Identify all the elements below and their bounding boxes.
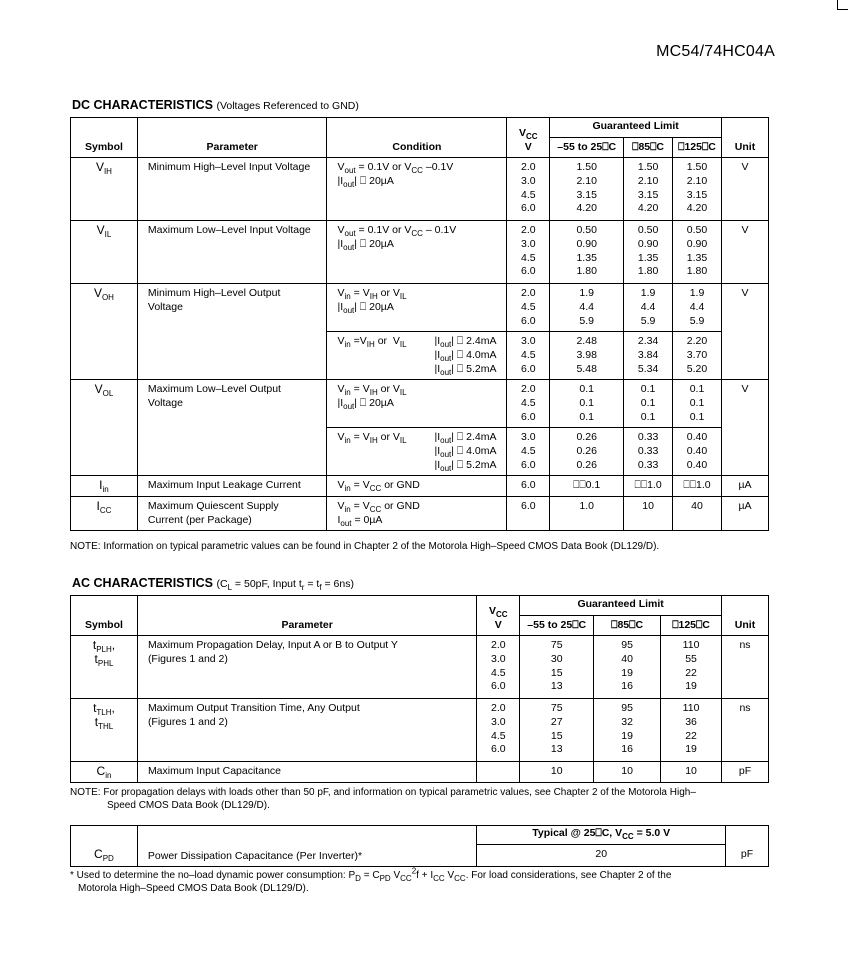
table-row [71, 636, 769, 699]
symbol-vil: $V_{IL}$ [71, 221, 138, 284]
ac-header-vcc: $V_{CC}$ V [477, 596, 520, 636]
t3-vih: 1.50 2.10 3.15 4.20 [673, 158, 722, 221]
t2-voh: 1.9 4.4 5.9 [624, 284, 673, 332]
dc-header-row-1 [71, 118, 769, 138]
cpd-header: Typical @ 25⎕C, $V_{CC} = 5.0$ V [477, 826, 726, 845]
symbol-cpd: $C_{PD}$ [71, 845, 138, 867]
iout-list-voh: $|I_{out}|$ ⎕ 2.4mA $|I_{out}|$ ⎕ 4.0mA $|I_{out}|$ ⎕ 5.2mA [434, 335, 497, 377]
ac-note-line-1: NOTE: For propagation delays with loads other than 50 pF, and information on typical parametric values, see Chapter 2 of the Motorola High– [70, 787, 696, 798]
ac-header-symbol: Symbol [71, 596, 138, 636]
t3-cin: 10 [661, 762, 722, 783]
vcc-vih: 2.0 3.0 4.5 6.0 [507, 158, 550, 221]
unit-iin: µA [722, 476, 769, 497]
dc-header-t3: ⎕125⎕C [673, 138, 722, 158]
t2-icc: 10 [624, 497, 673, 531]
symbol-tplh-tphl: $t_{PLH}$, $t_{PHL}$ [71, 636, 138, 699]
parameter-iin: Maximum Input Leakage Current [137, 476, 327, 497]
table-row [71, 158, 769, 221]
value-cpd: 20 [477, 845, 726, 867]
t3-voh: 1.9 4.4 5.9 [673, 284, 722, 332]
dc-subtitle: (Voltages Referenced to GND) [216, 100, 359, 112]
table-row [71, 221, 769, 284]
parameter-cpd: Power Dissipation Capacitance (Per Inverter)* [137, 845, 477, 867]
cpd-footnote-line-2: Motorola High–Speed CMOS Data Book (DL129/D). [78, 883, 309, 894]
parameter-voh: Minimum High–Level Output Voltage [137, 284, 327, 380]
table-row [71, 497, 769, 531]
parameter-icc: Maximum Quiescent Supply Current (per Package) [137, 497, 327, 531]
cpd-footnote-line-1: * Used to determine the no–load dynamic power consumption: $P_D = C_{PD}$ $V_{CC}^2f + I_{CC}$ $V_{CC}$. For load considerations, see Chapter 2 of the [70, 866, 672, 883]
t1-vil: 0.50 0.90 1.35 1.80 [550, 221, 624, 284]
symbol-icc: $I_{CC}$ [71, 497, 138, 531]
unit-cpd: pF [726, 845, 769, 867]
t3-vil: 0.50 0.90 1.35 1.80 [673, 221, 722, 284]
symbol-vol: $V_{OL}$ [71, 380, 138, 476]
ac-header-row-1 [71, 596, 769, 616]
parameter-transition-time: Maximum Output Transition Time, Any Output (Figures 1 and 2) [137, 699, 476, 762]
unit-icc: µA [722, 497, 769, 531]
symbol-vih: $V_{IH}$ [71, 158, 138, 221]
t2-tplh: 95 40 19 16 [594, 636, 661, 699]
t1-vol: 0.1 0.1 0.1 [550, 380, 624, 428]
ac-header-parameter: Parameter [137, 596, 476, 636]
vcc-tplh: 2.0 3.0 4.5 6.0 [477, 636, 520, 699]
ac-header-t1: –55 to 25⎕C [520, 616, 594, 636]
t3-vol-load: 0.40 0.40 0.40 [673, 428, 722, 476]
t2-vol-load: 0.33 0.33 0.33 [624, 428, 673, 476]
dc-section-title [72, 98, 359, 112]
condition-vol-load: $V_{in} = V_{IH}$ or $V_{IL}$ $|I_{out}|$ ⎕ 2.4mA $|I_{out}|$ ⎕ 4.0mA $|I_{out}|$ ⎕ 5.2mA [327, 428, 507, 476]
t1-icc: 1.0 [550, 497, 624, 531]
ac-characteristics-table [70, 595, 769, 783]
parameter-propagation-delay: Maximum Propagation Delay, Input A or B to Output Y (Figures 1 and 2) [137, 636, 476, 699]
condition-vol: $V_{in} = V_{IH}$ or $V_{IL}$ $|I_{out}|$ ⎕ 20µA [327, 380, 507, 428]
t1-tplh: 75 30 15 13 [520, 636, 594, 699]
t3-voh-load: 2.20 3.70 5.20 [673, 332, 722, 380]
condition-voh-load: $V_{in} =V_{IH}$ or $V_{IL}$ $|I_{out}|$ ⎕ 2.4mA $|I_{out}|$ ⎕ 4.0mA $|I_{out}|$ ⎕ 5.2mA [327, 332, 507, 380]
t2-voh-load: 2.34 3.84 5.34 [624, 332, 673, 380]
cpd-footnote [70, 866, 672, 895]
parameter-input-capacitance: Maximum Input Capacitance [137, 762, 476, 783]
iout-list-vol: $|I_{out}|$ ⎕ 2.4mA $|I_{out}|$ ⎕ 4.0mA $|I_{out}|$ ⎕ 5.2mA [434, 431, 497, 473]
unit-tplh: ns [722, 636, 769, 699]
symbol-voh: $V_{OH}$ [71, 284, 138, 380]
condition-vih: $V_{out} = 0.1V$ or $V_{CC}$ –0.1V $|I_{out}|$ ⎕ 20µA [327, 158, 507, 221]
vcc-ttlh: 2.0 3.0 4.5 6.0 [477, 699, 520, 762]
part-number: MC54/74HC04A [656, 43, 775, 60]
dc-header-vcc-unit: V [524, 141, 532, 154]
t1-vol-load: 0.26 0.26 0.26 [550, 428, 624, 476]
ac-header-t2: ⎕85⎕C [594, 616, 661, 636]
t1-vih: 1.50 2.10 3.15 4.20 [550, 158, 624, 221]
dc-header-t2: ⎕85⎕C [624, 138, 673, 158]
t1-ttlh: 75 27 15 13 [520, 699, 594, 762]
cpd-header-row [71, 826, 769, 845]
dc-header-guaranteed-limit: Guaranteed Limit [550, 118, 722, 138]
t2-iin: ⎕⎕1.0 [624, 476, 673, 497]
table-row [71, 380, 769, 428]
vcc-iin: 6.0 [507, 476, 550, 497]
vcc-voh-load: 3.0 4.5 6.0 [507, 332, 550, 380]
vcc-vol: 2.0 4.5 6.0 [507, 380, 550, 428]
unit-vih: V [722, 158, 769, 221]
dc-title: DC CHARACTERISTICS [72, 98, 213, 112]
dc-header-vcc: $V_{CC}$ V [507, 118, 550, 158]
ac-header-unit: Unit [722, 596, 769, 636]
unit-cin: pF [722, 762, 769, 783]
table-row [71, 699, 769, 762]
unit-ttlh: ns [722, 699, 769, 762]
cpd-table [70, 825, 769, 867]
t2-vih: 1.50 2.10 3.15 4.20 [624, 158, 673, 221]
unit-voh: V [722, 284, 769, 380]
ac-note-line-2: Speed CMOS Data Book (DL129/D). [107, 800, 270, 811]
t1-voh-load: 2.48 3.98 5.48 [550, 332, 624, 380]
dc-header-t1: –55 to 25⎕C [550, 138, 624, 158]
condition-voh: $V_{in} = V_{IH}$ or $V_{IL}$ $|I_{out}|$ ⎕ 20µA [327, 284, 507, 332]
ac-header-t3: ⎕125⎕C [661, 616, 722, 636]
table-row [71, 845, 769, 867]
parameter-vil: Maximum Low–Level Input Voltage [137, 221, 327, 284]
t3-iin: ⎕⎕1.0 [673, 476, 722, 497]
dc-header-parameter: Parameter [137, 118, 327, 158]
condition-vil: $V_{out} = 0.1V$ or $V_{CC} - 0.1V$ $|I_{out}|$ ⎕ 20µA [327, 221, 507, 284]
ac-subtitle: ($C_L = 50pF$, Input $t_r = t_f = 6ns$) [216, 578, 354, 592]
vcc-voh: 2.0 4.5 6.0 [507, 284, 550, 332]
table-row [71, 284, 769, 332]
table-row [71, 476, 769, 497]
vcc-vil: 2.0 3.0 4.5 6.0 [507, 221, 550, 284]
dc-header-condition: Condition [327, 118, 507, 158]
vcc-vol-load: 3.0 4.5 6.0 [507, 428, 550, 476]
symbol-iin: $I_{in}$ [71, 476, 138, 497]
symbol-ttlh-tthl: $t_{TLH}$, $t_{THL}$ [71, 699, 138, 762]
t1-voh: 1.9 4.4 5.9 [550, 284, 624, 332]
symbol-cin: $C_{in}$ [71, 762, 138, 783]
ac-title: AC CHARACTERISTICS [72, 576, 213, 590]
ac-header-guaranteed-limit: Guaranteed Limit [520, 596, 722, 616]
t3-tplh: 110 55 22 19 [661, 636, 722, 699]
t3-icc: 40 [673, 497, 722, 531]
ac-section-title [72, 576, 354, 590]
dc-header-symbol: Symbol [71, 118, 138, 158]
unit-vil: V [722, 221, 769, 284]
condition-icc: $V_{in} = V_{CC}$ or GND $I_{out} = 0\mu A$ [327, 497, 507, 531]
t1-iin: ⎕⎕0.1 [550, 476, 624, 497]
parameter-vih: Minimum High–Level Input Voltage [137, 158, 327, 221]
dc-header-unit: Unit [722, 118, 769, 158]
dc-note: NOTE: Information on typical parametric values can be found in Chapter 2 of the Motorola High–Speed CMOS Data Book (DL129/D). [70, 541, 660, 552]
page-corner-mark [837, 0, 848, 10]
parameter-vol: Maximum Low–Level Output Voltage [137, 380, 327, 476]
t2-vil: 0.50 0.90 1.35 1.80 [624, 221, 673, 284]
ac-note [70, 786, 696, 812]
vcc-icc: 6.0 [507, 497, 550, 531]
t1-cin: 10 [520, 762, 594, 783]
t2-cin: 10 [594, 762, 661, 783]
t3-vol: 0.1 0.1 0.1 [673, 380, 722, 428]
ac-header-vcc-unit: V [494, 619, 502, 632]
t2-vol: 0.1 0.1 0.1 [624, 380, 673, 428]
vcc-cin [477, 762, 520, 783]
unit-vol: V [722, 380, 769, 476]
t3-ttlh: 110 36 22 19 [661, 699, 722, 762]
condition-iin: $V_{in} = V_{CC}$ or GND [327, 476, 507, 497]
dc-characteristics-table [70, 117, 769, 531]
t2-ttlh: 95 32 19 16 [594, 699, 661, 762]
table-row [71, 762, 769, 783]
